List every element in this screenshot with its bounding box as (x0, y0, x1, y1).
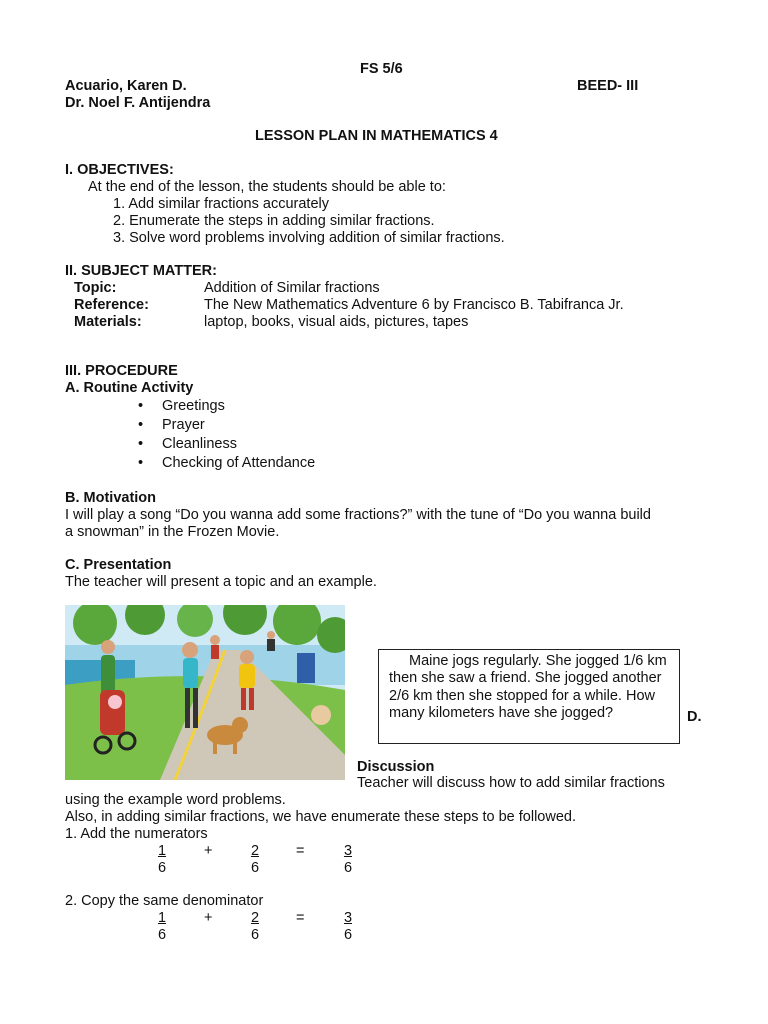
numerator: 3 (343, 843, 353, 859)
jogging-park-illustration (65, 605, 345, 780)
materials-value: laptop, books, visual aids, pictures, tapes (204, 314, 469, 330)
page-title: LESSON PLAN IN MATHEMATICS 4 (255, 128, 498, 144)
course-label: BEED- III (577, 78, 639, 94)
form-code: FS 5/6 (360, 61, 403, 77)
materials-label: Materials: (74, 314, 142, 330)
objectives-intro: At the end of the lesson, the students should be able to: (88, 179, 446, 195)
reference-value: The New Mathematics Adventure 6 by Francisco B. Tabifranca Jr. (204, 297, 624, 313)
discussion-text: Teacher will discuss how to add similar fractions (357, 775, 665, 791)
procedure-heading: III. PROCEDURE (65, 363, 178, 379)
denominator: 6 (250, 927, 260, 943)
word-problem-box (378, 649, 680, 744)
numerator: 1 (157, 910, 167, 926)
plus-sign: + (204, 910, 213, 926)
discussion-heading: Discussion (357, 759, 435, 775)
fraction-two-sixths (245, 843, 265, 877)
denominator: 6 (343, 927, 353, 943)
equals-sign: = (296, 843, 305, 859)
routine-heading: A. Routine Activity (65, 380, 194, 396)
numerator: 2 (250, 843, 260, 859)
equals-sign: = (296, 910, 305, 926)
fraction-three-sixths (338, 843, 358, 877)
motivation-text: I will play a song “Do you wanna add some fractions?” with the tune of “Do you wanna build (65, 507, 651, 523)
objective-item: 3. Solve word problems involving addition of similar fractions. (113, 230, 505, 246)
student-name: Acuario, Karen D. (65, 78, 187, 94)
denominator: 6 (250, 860, 260, 876)
list-item: • Cleanliness (162, 436, 237, 453)
motivation-heading: B. Motivation (65, 490, 157, 506)
list-item: • Greetings (162, 398, 225, 415)
subject-matter-heading: II. SUBJECT MATTER: (65, 263, 217, 279)
denominator: 6 (157, 927, 167, 943)
list-item: • Checking of Attendance (162, 455, 315, 472)
discussion-text: Also, in adding similar fractions, we have enumerate these steps to be followed. (65, 809, 576, 825)
numerator: 1 (157, 843, 167, 859)
topic-value: Addition of Similar fractions (204, 280, 380, 296)
reference-label: Reference: (74, 297, 149, 313)
plus-sign: + (204, 843, 213, 859)
word-problem-text: Maine jogs regularly. She jogged 1/6 km then she saw a friend. She jogged another 2/6 km then she stopped for a while. How many kilometers have she jogged? (389, 653, 667, 721)
step-two: 2. Copy the same denominator (65, 893, 264, 909)
objectives-heading: I. OBJECTIVES: (65, 162, 174, 178)
motivation-text: a snowman” in the Frozen Movie. (65, 524, 280, 540)
section-d-label: D. (687, 709, 702, 725)
fraction-two-sixths (245, 910, 265, 944)
numerator: 3 (343, 910, 353, 926)
presentation-heading: C. Presentation (65, 557, 172, 573)
fraction-one-sixth (152, 843, 172, 877)
objective-item: 1. Add similar fractions accurately (113, 196, 329, 212)
topic-label: Topic: (74, 280, 117, 296)
discussion-text: using the example word problems. (65, 792, 286, 808)
denominator: 6 (343, 860, 353, 876)
fraction-one-sixth (152, 910, 172, 944)
step-one: 1. Add the numerators (65, 826, 208, 842)
instructor-name: Dr. Noel F. Antijendra (65, 95, 211, 111)
objective-item: 2. Enumerate the steps in adding similar fractions. (113, 213, 435, 229)
list-item: • Prayer (162, 417, 205, 434)
denominator: 6 (157, 860, 167, 876)
fraction-three-sixths (338, 910, 358, 944)
numerator: 2 (250, 910, 260, 926)
presentation-text: The teacher will present a topic and an example. (65, 574, 377, 590)
